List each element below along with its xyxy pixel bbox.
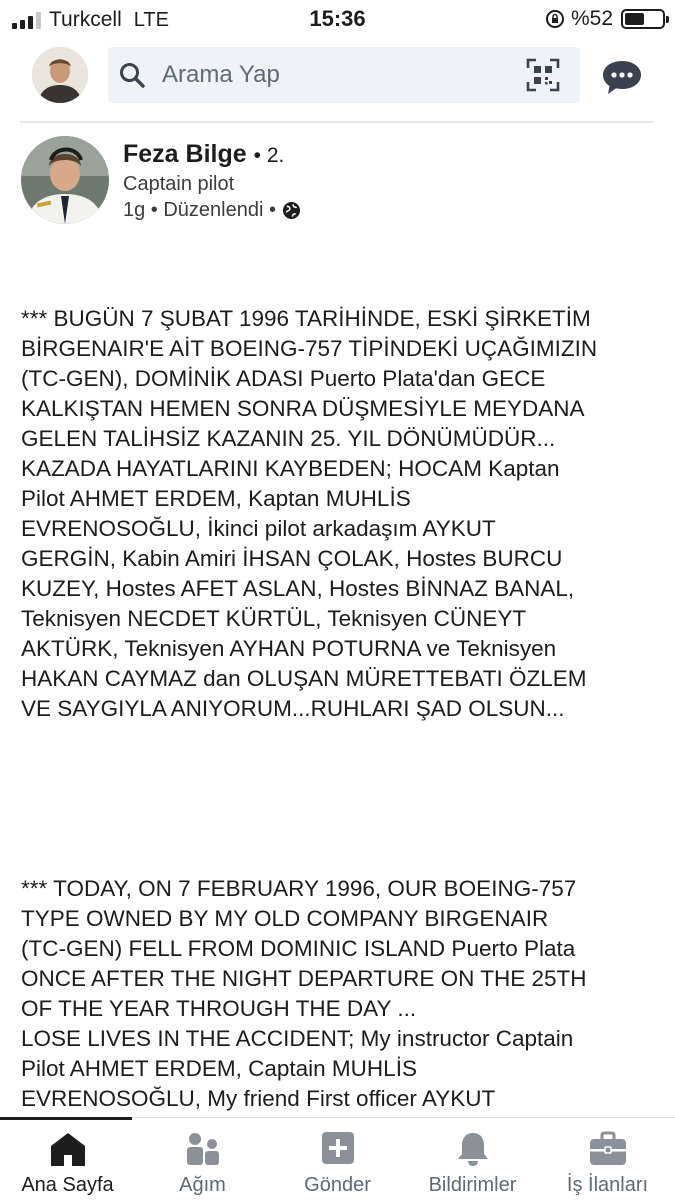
qr-code-icon[interactable] (526, 58, 560, 92)
nav-label-home: Ana Sayfa (21, 1174, 114, 1196)
post-text-line: KAZADA HAYATLARINI KAYBEDEN; HOCAM Kaptan (21, 456, 560, 481)
post-text-line: EVRENOSOĞLU, İkinci pilot arkadaşım AYKUT (21, 516, 496, 541)
nav-label-post: Gönder (304, 1174, 371, 1196)
author-name[interactable]: Feza Bilge (123, 140, 247, 168)
nav-jobs[interactable] (540, 1118, 675, 1200)
post-text-line: Pilot AHMET ERDEM, Captain MUHLİS (21, 1056, 417, 1081)
nav-post[interactable] (270, 1118, 405, 1200)
nav-home[interactable] (0, 1118, 135, 1200)
status-bar (0, 0, 675, 38)
battery-icon (621, 9, 665, 29)
network-type: LTE (133, 8, 169, 31)
post-text-line: Teknisyen NECDET KÜRTÜL, Teknisyen CÜNEYT (21, 606, 527, 631)
post-text-line: *** TODAY, ON 7 FEBRUARY 1996, OUR BOEING-757 (21, 876, 577, 901)
post-icon (318, 1130, 358, 1168)
post-text-line: (TC-GEN), DOMİNİK ADASI Puerto Plata'dan GECE (21, 366, 546, 391)
post-text-line: KALKIŞTAN HEMEN SONRA DÜŞMESİYLE MEYDANA (21, 396, 585, 421)
home-icon (48, 1130, 88, 1168)
search-bar[interactable] (108, 47, 580, 103)
globe-icon (282, 201, 301, 220)
my-profile-avatar[interactable] (32, 47, 88, 103)
post-text-line: LOSE LIVES IN THE ACCIDENT; My instructor Captain (21, 1026, 574, 1051)
post-text-line: EVRENOSOĞLU, My friend First officer AYKUT (21, 1086, 496, 1111)
connection-degree: • 2. (253, 144, 285, 167)
post-body (21, 244, 666, 1116)
nav-label-network: Ağım (179, 1174, 226, 1196)
post-text-line: KUZEY, Hostes AFET ASLAN, Hostes BİNNAZ BANAL, (21, 576, 575, 601)
clock: 15:36 (309, 6, 366, 31)
signal-strength-icon (12, 11, 41, 29)
search-icon (118, 61, 146, 89)
author-avatar[interactable] (21, 136, 109, 224)
nav-network[interactable] (135, 1118, 270, 1200)
post-text-line: *** BUGÜN 7 ŞUBAT 1996 TARİHİNDE, ESKİ ŞİRKETİM (21, 306, 591, 331)
post-paragraph-english (21, 874, 666, 1116)
rotation-lock-icon (545, 9, 565, 29)
post-meta-text: 1g • Düzenlendi • (123, 199, 276, 221)
bell-icon (453, 1130, 493, 1168)
post-text-line: GELEN TALİHSİZ KAZANIN 25. YIL DÖNÜMÜDÜR... (21, 426, 556, 451)
top-bar (0, 40, 675, 116)
post-text-line: BİRGENAIR'E AİT BOEING-757 TİPİNDEKİ UÇAĞIMIZIN (21, 336, 598, 361)
post-text-line: Pilot AHMET ERDEM, Kaptan MUHLİS (21, 486, 411, 511)
nav-label-notifications: Bildirimler (428, 1174, 517, 1196)
battery-percent: %52 (570, 7, 613, 30)
messaging-icon[interactable] (601, 58, 643, 96)
post-text-line: TYPE OWNED BY MY OLD COMPANY BIRGENAIR (21, 906, 549, 931)
network-icon (183, 1130, 223, 1168)
bottom-navigation (0, 1117, 675, 1200)
carrier-name: Turkcell (49, 8, 122, 31)
search-placeholder: Arama Yap (162, 61, 280, 88)
post-text-line: OF THE YEAR THROUGH THE DAY ... (21, 996, 417, 1021)
post-text-line: ONCE AFTER THE NIGHT DEPARTURE ON THE 25TH (21, 966, 587, 991)
post-text-line: GERGİN, Kabin Amiri İHSAN ÇOLAK, Hostes BURCU (21, 546, 563, 571)
post-text-line (21, 1114, 666, 1116)
author-headline: Captain pilot (123, 173, 235, 195)
post-text-line: AKTÜRK, Teknisyen AYHAN POTURNA ve Teknisyen (21, 636, 557, 661)
post-text-line: (TC-GEN) FELL FROM DOMINIC ISLAND Puerto Plata (21, 936, 576, 961)
nav-notifications[interactable] (405, 1118, 540, 1200)
header-divider (20, 121, 653, 123)
post-paragraph-turkish (21, 304, 666, 724)
nav-label-jobs: İş İlanları (566, 1174, 649, 1196)
briefcase-icon (588, 1130, 628, 1168)
author-name-row (123, 140, 284, 169)
post-text-line: VE SAYGIYLA ANIYORUM...RUHLARI ŞAD OLSUN... (21, 696, 565, 721)
post-meta (123, 199, 301, 222)
post-text-line: HAKAN CAYMAZ dan OLUŞAN MÜRETTEBATI ÖZLEM (21, 666, 587, 691)
